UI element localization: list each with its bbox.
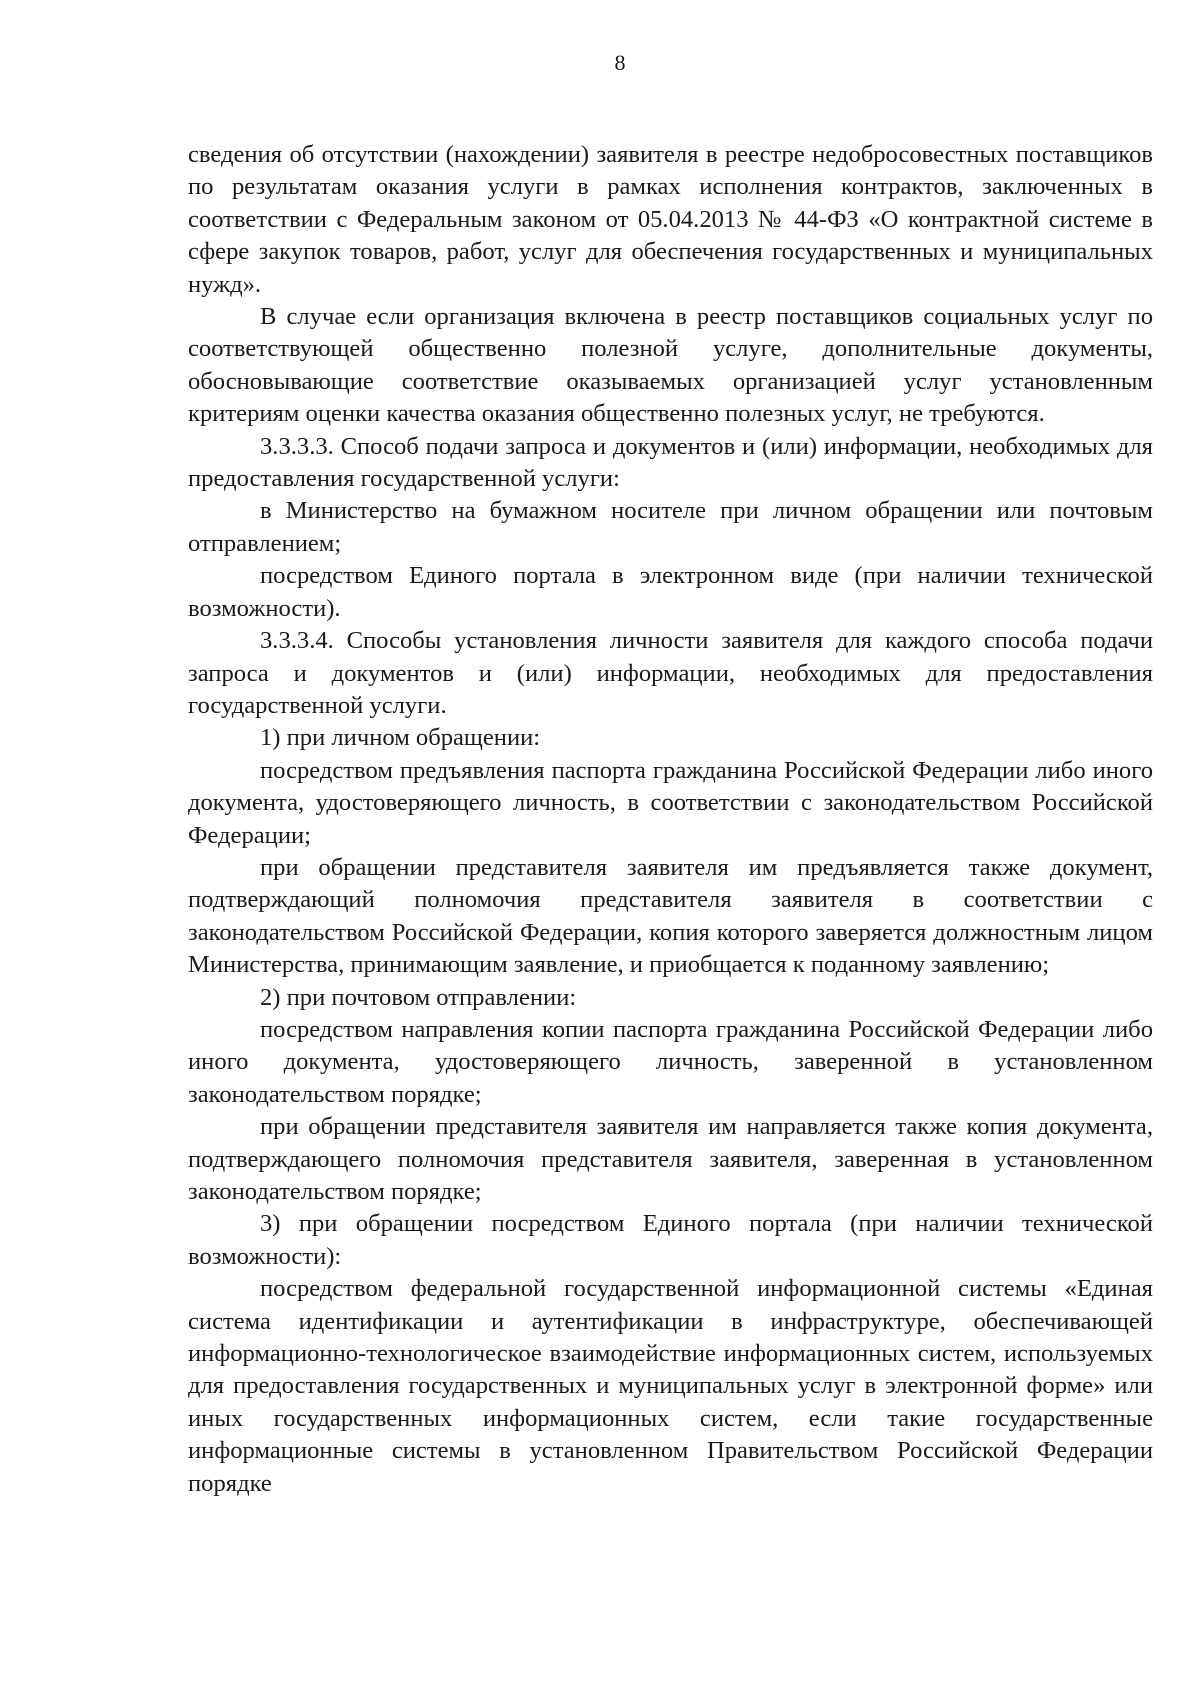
paragraph-passport-copy: посредством направления копии паспорта гражданина Российской Федерации либо иного документа, удостоверяющего личность, заверенной в установленном законодательством порядке; <box>188 1015 1153 1108</box>
paragraph-esia: посредством федеральной государственной информационной системы «Единая система идентификации и аутентификации в инфраструктуре, обеспечивающей информационно-технологическое взаимодействие информационных систем, используемых для предоставления государственных и муниципальных услуг в электронной форме» или иных государственных информационных систем, если такие государственные информационные системы в установленном Правительством Российской Федерации порядке <box>188 1275 1153 1497</box>
paragraph-representative-presentation: при обращении представителя заявителя им предъявляется также документ, подтверждающий полномочия представителя заявителя в соответствии с законодательством Российской Федерации, копия которого заверяется должностным лицом Министерства, принимающим заявление, и приобщается к поданному заявлению; <box>188 853 1153 979</box>
paragraph-3-3-3-4: 3.3.3.4. Способы установления личности заявителя для каждого способа подачи запроса и документов и (или) информации, необходимых для предоставления государственной услуги. <box>188 627 1153 719</box>
paragraph-unified-portal: посредством Единого портала в электронном виде (при наличии технической возможности). <box>188 562 1153 622</box>
paragraph-representative-copy: при обращении представителя заявителя им направляется также копия документа, подтверждающего полномочия представителя заявителя, заверенная в установленном законодательством порядке; <box>188 1113 1153 1205</box>
paragraph-item-3: 3) при обращении посредством Единого портала (при наличии технической возможности): <box>188 1210 1153 1270</box>
paragraph-ministry-paper: в Министерство на бумажном носителе при личном обращении или почтовым отправлением; <box>188 497 1153 557</box>
page-number: 8 <box>614 50 626 75</box>
paragraph-social-services-registry: В случае если организация включена в реестр поставщиков социальных услуг по соответствующей общественно полезной услуге, дополнительные документы, обосновывающие соответствие оказываемых организацией услуг установленным критериям оценки качества оказания общественно полезных услуг, не требуются. <box>188 303 1153 428</box>
paragraph-registry-info: сведения об отсутствии (нахождении) заявителя в реестре недобросовестных поставщиков по результатам оказания услуги в рамках исполнения контрактов, заключенных в соответствии с Федеральным законом от 05.04.2013 № 44-ФЗ «О контрактной системе в сфере закупок товаров, работ, услуг для обеспечения государственных и муниципальных нужд». <box>188 141 1153 298</box>
paragraph-passport-presentation: посредством предъявления паспорта гражданина Российской Федерации либо иного документа, удостоверяющего личность, в соответствии с законодательством Российской Федерации; <box>188 756 1153 849</box>
paragraph-3-3-3-3: 3.3.3.3. Способ подачи запроса и документов и (или) информации, необходимых для предоставления государственной услуги: <box>188 432 1153 493</box>
paragraph-item-1: 1) при личном обращении: <box>260 724 541 752</box>
document-body <box>188 139 1153 1500</box>
paragraph-item-2: 2) при почтовом отправлении: <box>260 983 577 1011</box>
